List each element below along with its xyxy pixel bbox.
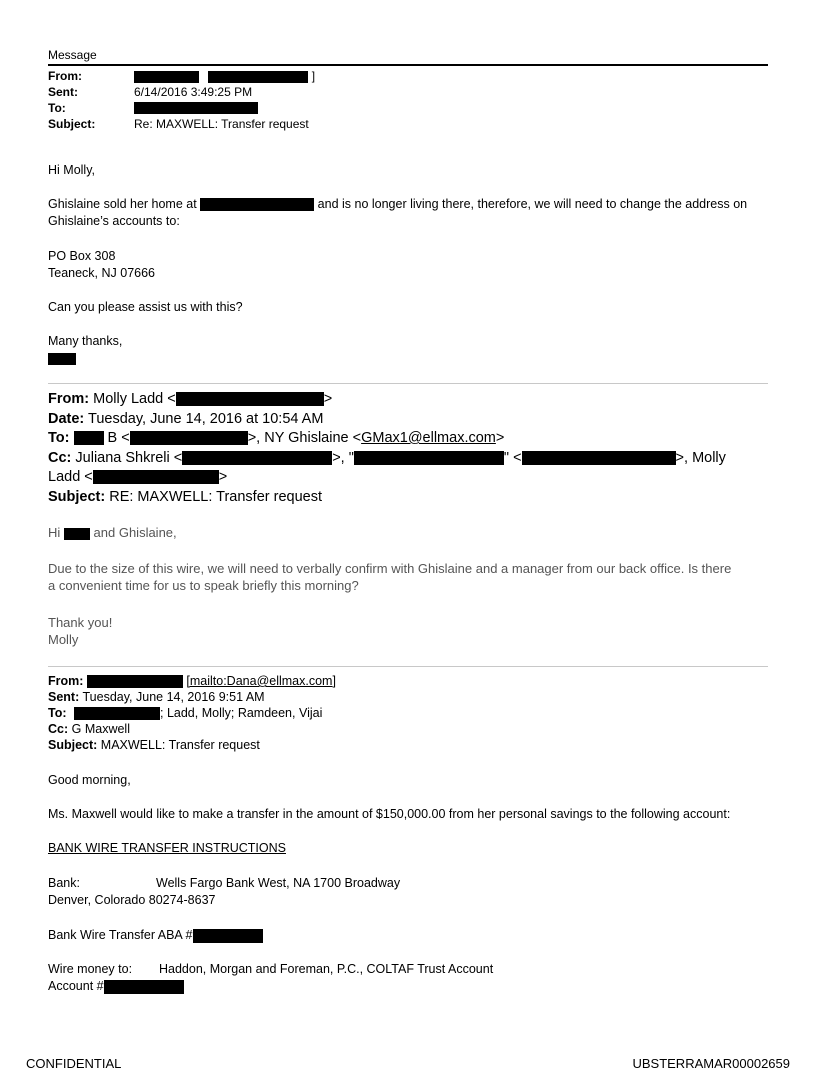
quoted1-greeting	[48, 525, 177, 542]
q1-name: Molly	[48, 631, 79, 647]
quoted1-signoff	[48, 615, 112, 648]
q2-sent-value: Tuesday, June 14, 2016 9:51 AM	[82, 690, 265, 704]
q1-greet-rest: and Ghislaine,	[93, 525, 177, 540]
redaction	[134, 102, 258, 114]
q1-to-b: B <	[107, 430, 130, 446]
q1-to-email-link[interactable]: GMax1@ellmax.com	[361, 430, 496, 446]
redaction	[74, 431, 104, 445]
q2-to-value: ; Ladd, Molly; Ramdeen, Vijai	[160, 706, 323, 720]
q1-body-line2: a convenient time for us to speak briefly this morning?	[48, 577, 359, 593]
redaction	[134, 71, 199, 83]
redaction	[130, 431, 248, 445]
q1-to-close: >	[495, 430, 505, 446]
quoted2-aba	[48, 927, 263, 944]
q1-cc-value: Juliana Shkreli <	[75, 449, 183, 466]
q1-thanks: Thank you!	[48, 615, 113, 630]
from-tail: ]	[311, 69, 316, 83]
header-sent-row	[48, 84, 315, 100]
q2-subject-value: MAXWELL: Transfer request	[100, 738, 260, 752]
quoted1-body	[48, 561, 778, 594]
q1-body-line1: Due to the size of this wire, we will need to verbally confirm with Ghislaine and a manager from our back office. Is there	[48, 561, 732, 576]
redaction	[193, 929, 263, 943]
q2-cc-label: Cc:	[48, 722, 69, 736]
quoted2-instructions	[48, 840, 286, 857]
quoted2-wire	[48, 961, 493, 995]
from-value	[134, 68, 315, 84]
bank-line	[48, 875, 400, 892]
q1-date-label: Date:	[48, 410, 85, 427]
quoted2-from	[48, 673, 336, 689]
redaction	[182, 451, 332, 465]
q1-cc-line2: Ladd <	[48, 469, 93, 485]
bank-label: Bank:	[48, 876, 80, 890]
footer-confidential: CONFIDENTIAL	[26, 1056, 122, 1071]
quoted1-date	[48, 410, 788, 430]
redaction	[208, 71, 308, 83]
q2-to-label: To:	[48, 706, 67, 720]
quoted1-subject	[48, 488, 788, 508]
account-line	[48, 978, 493, 995]
address-line1: PO Box 308	[48, 249, 116, 263]
q2-sent-label: Sent:	[48, 690, 80, 704]
header-to-row	[48, 100, 315, 116]
q1-cc-end: >, Molly	[675, 449, 726, 466]
quoted1-to	[48, 429, 788, 449]
quoted1-from	[48, 390, 788, 410]
reply-greeting: Hi Molly,	[48, 163, 95, 177]
redaction	[200, 198, 314, 211]
quoted2-greeting: Good morning,	[48, 773, 131, 787]
quoted1-cc-line2	[48, 468, 788, 488]
q1-subject-value: RE: MAXWELL: Transfer request	[109, 488, 322, 505]
sent-value: 6/14/2016 3:49:25 PM	[134, 85, 253, 99]
sent-label: Sent:	[48, 85, 78, 99]
wire-value: Haddon, Morgan and Foreman, P.C., COLTAF Trust Account	[159, 962, 494, 976]
quoted2-bank	[48, 875, 400, 909]
quote-divider	[48, 383, 768, 384]
reply-address	[48, 248, 155, 282]
reply-body-start: Ghislaine sold her home at	[48, 197, 197, 211]
signature-redaction	[48, 353, 76, 365]
bank-city: Denver, Colorado 80274-8637	[48, 893, 216, 907]
redaction	[64, 528, 90, 540]
q1-to-mid: >, NY Ghislaine <	[247, 430, 362, 446]
reply-body-end: and is no longer living there, therefore, we will need to change the address on	[317, 197, 748, 211]
message-title: Message	[48, 48, 97, 62]
q1-from-value: Molly Ladd <	[93, 391, 176, 407]
wire-line	[48, 961, 493, 978]
quoted2-header	[48, 673, 336, 753]
address-line2: Teaneck, NJ 07666	[48, 266, 156, 280]
q1-from-label: From:	[48, 391, 90, 407]
q1-cc-label: Cc:	[48, 449, 72, 466]
q2-cc-value: G Maxwell	[71, 722, 130, 736]
redaction	[87, 675, 183, 688]
quoted2-to	[48, 705, 336, 721]
quoted2-sent	[48, 689, 336, 705]
q1-cc-close: >	[218, 469, 228, 485]
header-from-row	[48, 68, 315, 84]
reply-body-line2: Ghislaine’s accounts to:	[48, 214, 180, 228]
redaction	[354, 451, 504, 465]
aba-label: Bank Wire Transfer ABA #	[48, 928, 193, 942]
q2-instructions-text: BANK WIRE TRANSFER INSTRUCTIONS	[48, 841, 286, 855]
q1-cc-sep2: " <	[503, 449, 522, 466]
quote-divider-2	[48, 666, 768, 667]
header-divider	[48, 64, 768, 66]
wire-label: Wire money to:	[48, 962, 133, 976]
quoted2-subject	[48, 737, 336, 753]
q1-from-close: >	[323, 391, 333, 407]
message-header	[48, 68, 315, 132]
quoted1-header	[48, 390, 788, 507]
quoted2-body: Ms. Maxwell would like to make a transfer in the amount of $150,000.00 from her personal savings to the following account:	[48, 807, 731, 821]
account-label: Account #	[48, 979, 104, 993]
reply-body	[48, 196, 778, 230]
redaction	[104, 980, 184, 994]
to-label: To:	[48, 101, 66, 115]
q1-date-value: Tuesday, June 14, 2016 at 10:54 AM	[88, 410, 324, 427]
redaction	[522, 451, 676, 465]
bank-value: Wells Fargo Bank West, NA 1700 Broadway	[156, 876, 401, 890]
quoted1-cc	[48, 449, 788, 469]
q2-from-label: From:	[48, 674, 84, 688]
footer-bates-number: UBSTERRAMAR00002659	[632, 1056, 790, 1071]
q1-cc-sep1: >, "	[332, 449, 354, 466]
redaction	[74, 707, 160, 720]
q1-to-label: To:	[48, 430, 70, 446]
header-subject-row	[48, 116, 315, 132]
redaction	[93, 470, 219, 484]
q2-subject-label: Subject:	[48, 738, 98, 752]
q1-greet-hi: Hi	[48, 525, 61, 540]
redaction	[176, 392, 324, 406]
quoted2-cc	[48, 721, 336, 737]
q2-from-mailto-link[interactable]: [mailto:Dana@ellmax.com]	[186, 674, 336, 688]
subject-value: Re: MAXWELL: Transfer request	[134, 117, 309, 131]
reply-question: Can you please assist us with this?	[48, 300, 243, 314]
subject-label: Subject:	[48, 117, 96, 131]
reply-signoff: Many thanks,	[48, 334, 123, 348]
q1-subject-label: Subject:	[48, 488, 106, 505]
from-label: From:	[48, 69, 82, 83]
